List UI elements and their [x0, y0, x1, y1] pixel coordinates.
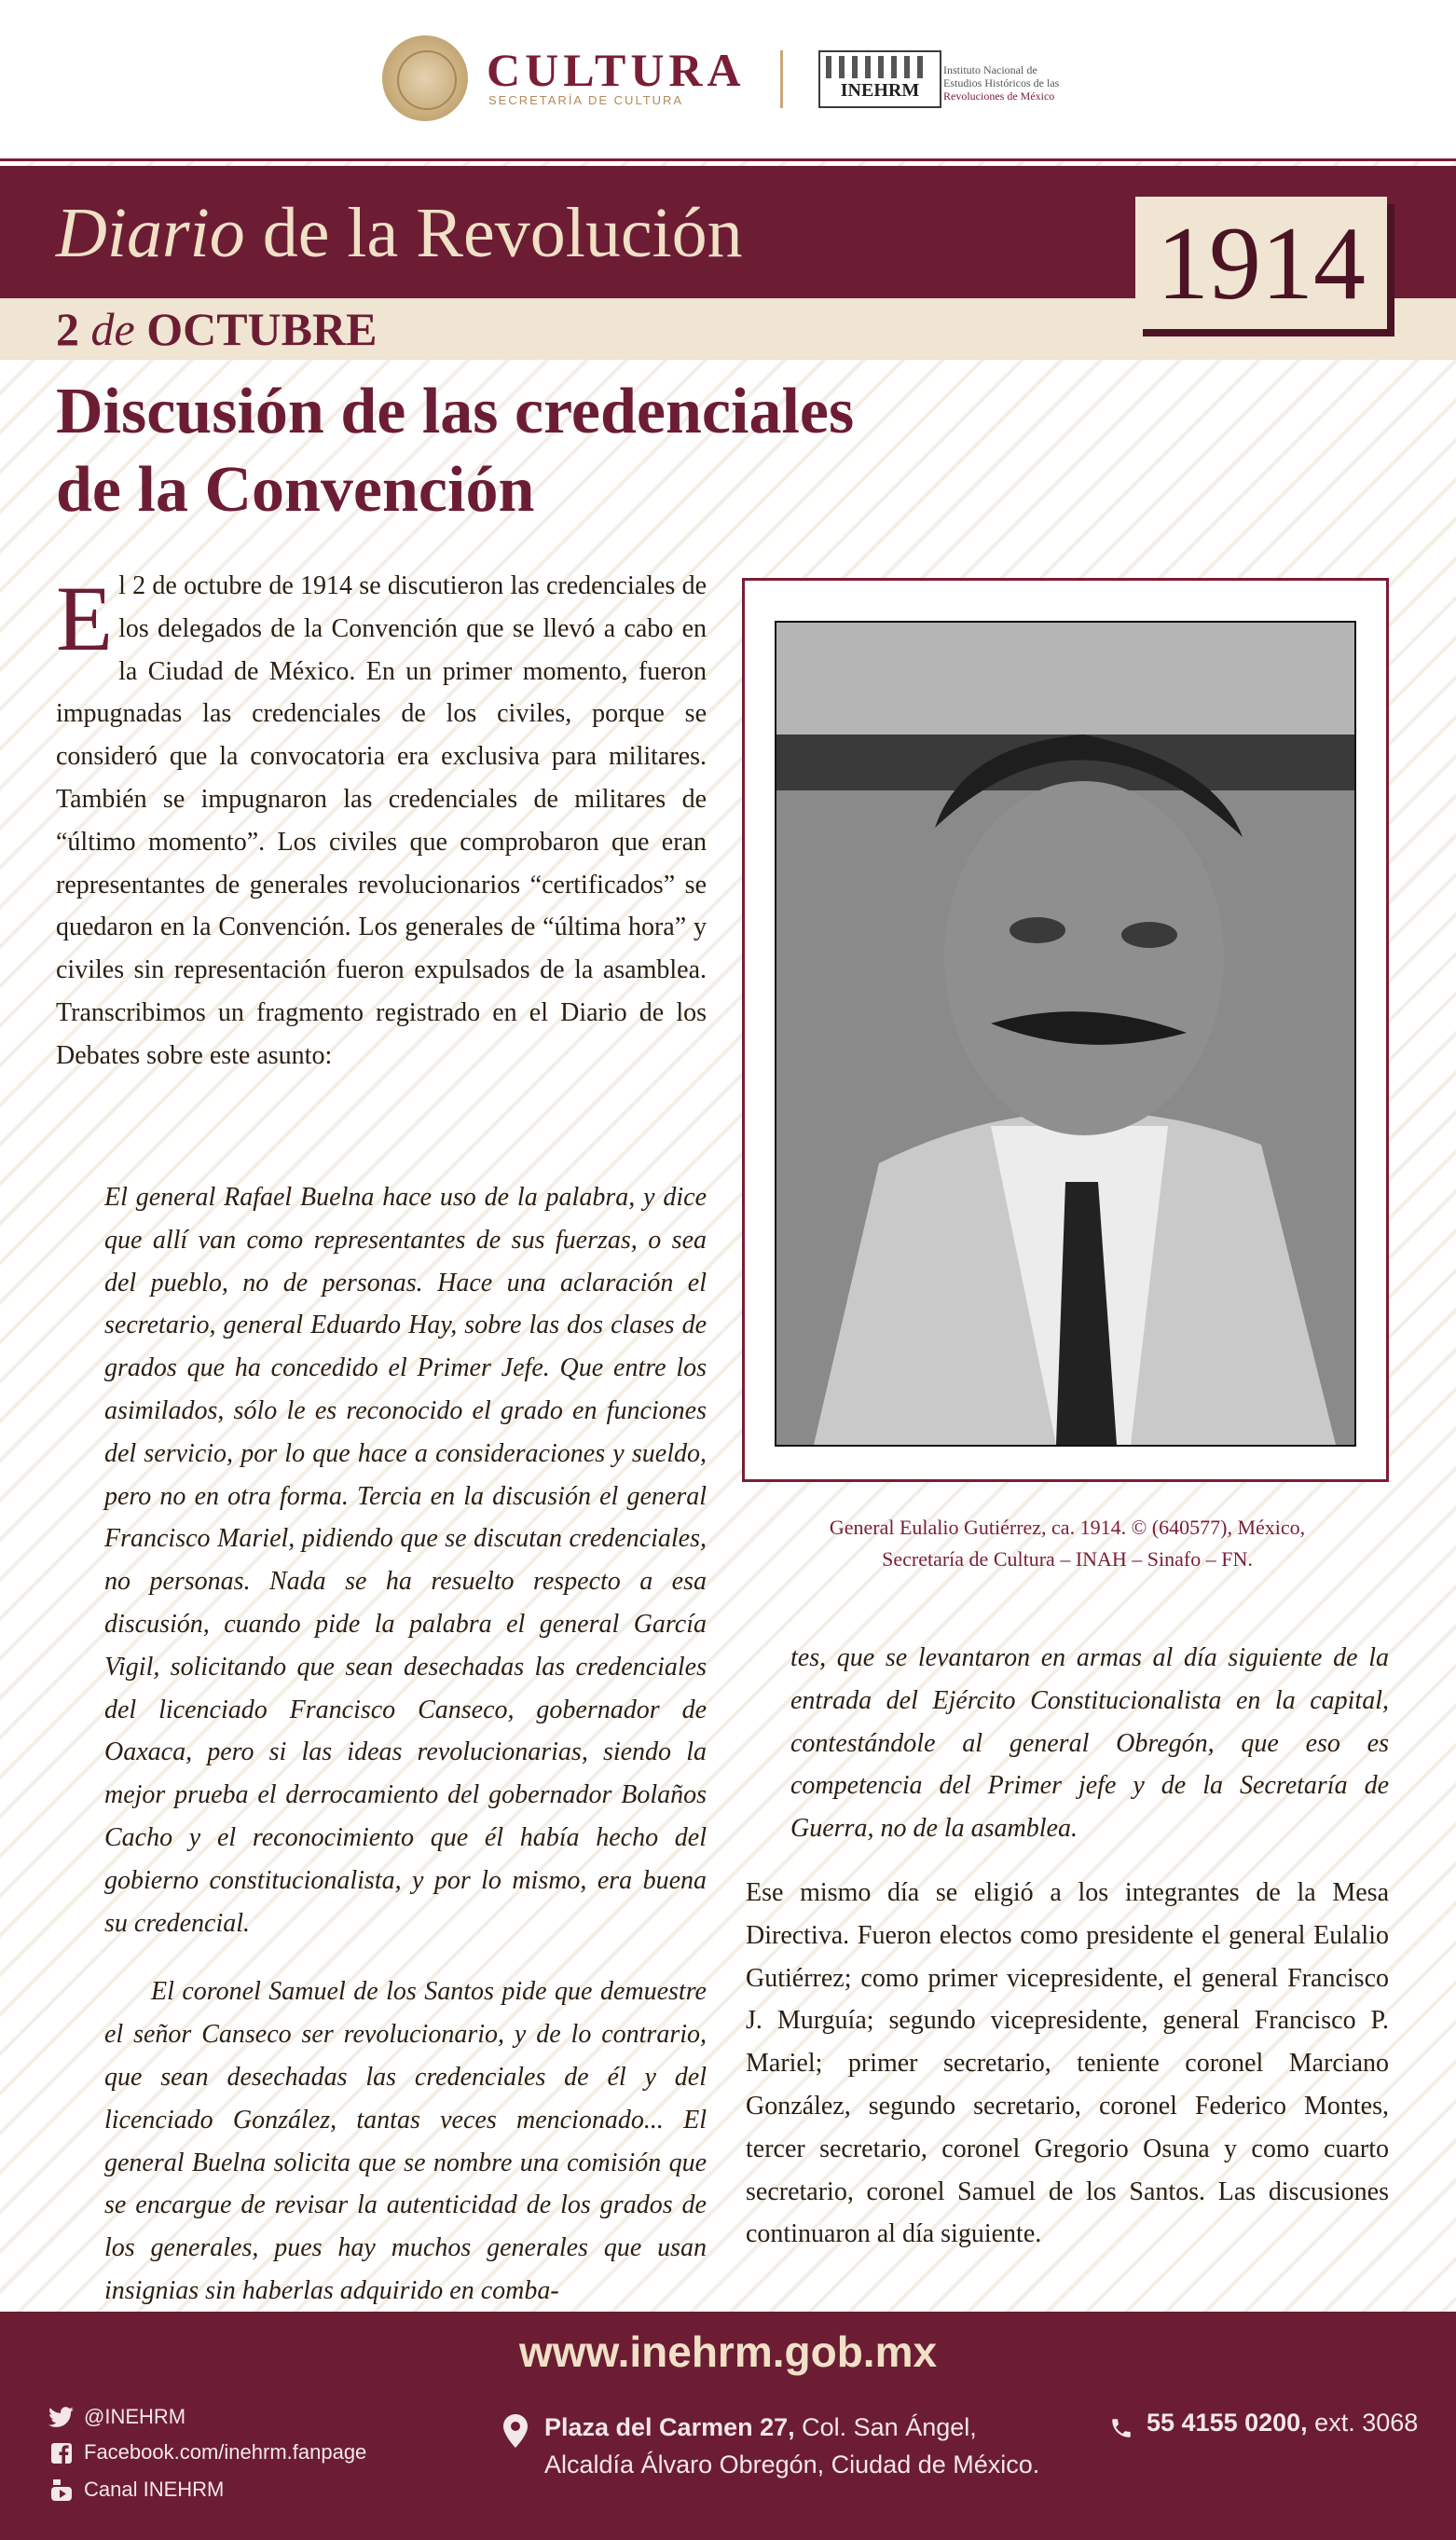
quote-paragraph: El general Rafael Buelna hace uso de la palabra, y dice que allí van como representantes de sus fuerzas, o sea del pueblo, no de personas. Hace una aclaración el secretario, general Eduardo Hay, sobre las dos clases de grados que ha concedido el Primer Jefe. Que entre los asimilados, sólo le es reconocido el grado en funciones del servicio, por lo que hace a consideraciones y sueldo, pero no en otra forma. Tercia en la discusión el general Francisco Mariel, pidiendo que se discutan credenciales, no personas. Nada se ha resuelto respecto a esa discusión, cuando pide la palabra el general García Vigil, solicitando que sean desechadas las credenciales del licenciado Francisco Canseco, gobernador de Oaxaca, pero si las ideas revolucionarias, siendo la mejor prueba el derrocamiento del gobernador Bolaños Cacho y el reconocimiento que él había hecho del gobierno constitucionalista, y por lo mismo, era buena su credencial. — [104, 1183, 707, 1938]
location-pin-icon — [503, 2414, 528, 2448]
header-rule — [0, 158, 1456, 161]
website-link[interactable]: www.inehrm.gob.mx — [518, 2327, 938, 2376]
photo-caption: General Eulalio Gutiérrez, ca. 1914. © (640577), México, Secretaría de Cultura – INAH – Sinafo – FN. — [829, 1516, 1306, 1571]
quote-paragraph: El coronel Samuel de los Santos pide que demuestre el señor Canseco ser revolucionario, y de lo contrario, que sean desechadas las credenciales de él y del licenciado González, tantas veces mencionado... El general Buelna solicita que se nombre una comisión que se encargue de revisar la autenticidad de los grados de los generales, pues hay muchos generales que usan insignias sin haberlas adquirido en comba- — [104, 1977, 707, 2305]
issue-date: 2 de OCTUBRE — [56, 303, 378, 355]
facebook-link[interactable]: Facebook.com/inehrm.fanpage — [48, 2440, 366, 2464]
intro-text: l 2 de octubre de 1914 se discutieron las credenciales de los delegados de la Convención que se llevó a cabo en la Ciudad de México. En un primer momento, fueron impugnadas las credenciales de los civiles, porque se consideró que la convocatoria era exclusiva para militares. También se impugnaron las credenciales de militares de “último momento”. Los civiles que comprobaron que eran representantes de generales revolucionarios “certificados” se quedaron en la Convención. Los generales de “última hora” y civiles sin representación fueron expulsados de la asamblea. Transcribimos un fragmento registrado en el Diario de los Debates sobre este asunto: — [56, 571, 707, 1070]
facebook-icon — [48, 2442, 75, 2464]
phone-icon — [1109, 2414, 1133, 2442]
phone-number[interactable]: 55 4155 0200, ext. 3068 — [1147, 2409, 1419, 2437]
address: Plaza del Carmen 27, Col. San Ángel, Alcaldía Álvaro Obregón, Ciudad de México. — [544, 2413, 1040, 2478]
inehrm-building-icon — [818, 50, 941, 108]
article-headline: Discusión de las credenciales de la Convención — [56, 376, 855, 526]
youtube-icon — [48, 2479, 75, 2502]
year-label: 1914 — [1157, 206, 1366, 322]
debate-quote-continued: tes, que se levantaron en armas al día siguiente de la entrada del Ejército Constitucionalista en la capital, contestándole al general Obregón, que eso es competencia del Primer jefe y de la Secretaría de Guerra, no de la asamblea. — [790, 1643, 1389, 1844]
portrait-photo — [775, 621, 1356, 1447]
inehrm-name: Instituto Nacional de Estudios Históricos de las Revoluciones de México — [943, 63, 1060, 103]
drop-cap: E — [56, 567, 114, 670]
publication-title: Diario de la Revolución — [56, 194, 743, 272]
twitter-icon — [48, 2407, 75, 2429]
twitter-link[interactable]: @INEHRM — [48, 2405, 185, 2429]
cultura-subtitle: SECRETARÍA DE CULTURA — [488, 93, 684, 107]
article-intro — [56, 565, 707, 1078]
debate-quote — [104, 1150, 707, 2339]
logo-divider — [780, 50, 783, 108]
youtube-link[interactable]: Canal INEHRM — [48, 2478, 224, 2502]
logo-bar — [0, 0, 1456, 158]
seal-icon — [382, 35, 468, 121]
article-closing: Ese mismo día se eligió a los integrantes de la Mesa Directiva. Fueron electos como presidente el general Eulalio Gutiérrez; como primer vicepresidente, el general Francisco J. Murguía; segundo vicepresidente, general Francisco P. Mariel; primer secretario, teniente coronel Marciano González, segundo secretario, coronel Federico Montes, tercer secretario, coronel Gregorio Osuna y como cuarto secretario, coronel Samuel de los Santos. Las discusiones continuaron al día siguiente. — [746, 1878, 1389, 2249]
cultura-logo: CULTURA — [487, 44, 746, 96]
inehrm-label: INEHRM — [840, 80, 920, 101]
